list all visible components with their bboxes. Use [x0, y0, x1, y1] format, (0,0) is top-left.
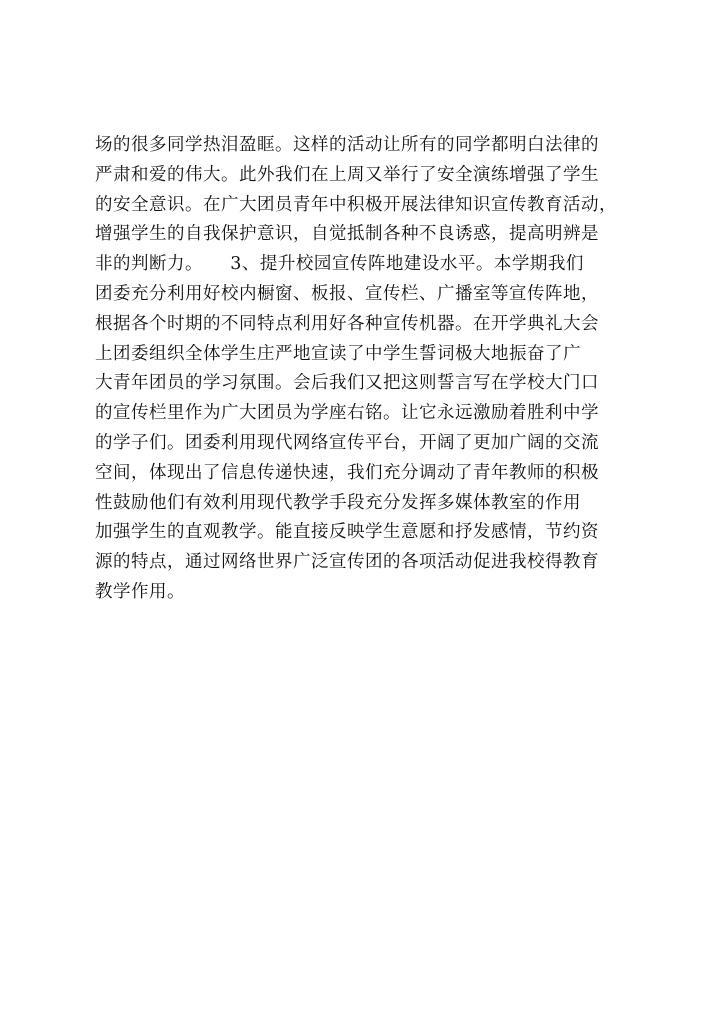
text-line-16: 教学作用。	[95, 581, 185, 602]
text-line-13: 性鼓励他们有效利用现代教学手段充分发挥多媒体教室的作用	[95, 492, 581, 513]
text-line-9: 大青年团员的学习氛围。会后我们又把这则誓言写在学校大门口	[95, 373, 599, 394]
text-line-8: 上团委组织全体学生庄严地宣读了中学生誓词极大地振奋了广	[95, 343, 581, 364]
text-line-2: 严肃和爱的伟大。此外我们在上周又举行了安全演练增强了学生	[95, 164, 599, 185]
text-line-4: 增强学生的自我保护意识，自觉抵制各种不良诱惑，提高明辨是	[95, 224, 599, 245]
text-line-7: 根据各个时期的不同特点利用好各种宣传机器。在开学典礼大会	[95, 313, 599, 334]
text-line-5: 非的判断力。 3、提升校园宣传阵地建设水平。本学期我们	[95, 254, 584, 275]
text-line-1: 场的很多同学热泪盈眶。这样的活动让所有的同学都明白法律的	[95, 135, 599, 155]
text-line-10: 的宣传栏里作为广大团员为学座右铭。让它永远激励着胜利中学	[95, 403, 599, 424]
body-text	[95, 131, 640, 608]
text-line-6: 团委充分利用好校内橱窗、板报、宣传栏、广播室等宣传阵地，	[95, 283, 599, 304]
text-line-14: 加强学生的直观教学。能直接反映学生意愿和抒发感情，节约资	[95, 522, 599, 543]
text-line-11: 的学子们。团委利用现代网络宣传平台，开阔了更加广阔的交流	[95, 432, 599, 453]
text-line-12: 空间，体现出了信息传递快速，我们充分调动了青年教师的积极	[95, 462, 599, 483]
text-line-3: 的安全意识。在广大团员青年中积极开展法律知识宣传教育活动，	[95, 194, 617, 215]
text-line-15: 源的特点，通过网络世界广泛宣传团的各项活动促进我校得教育	[95, 552, 599, 573]
